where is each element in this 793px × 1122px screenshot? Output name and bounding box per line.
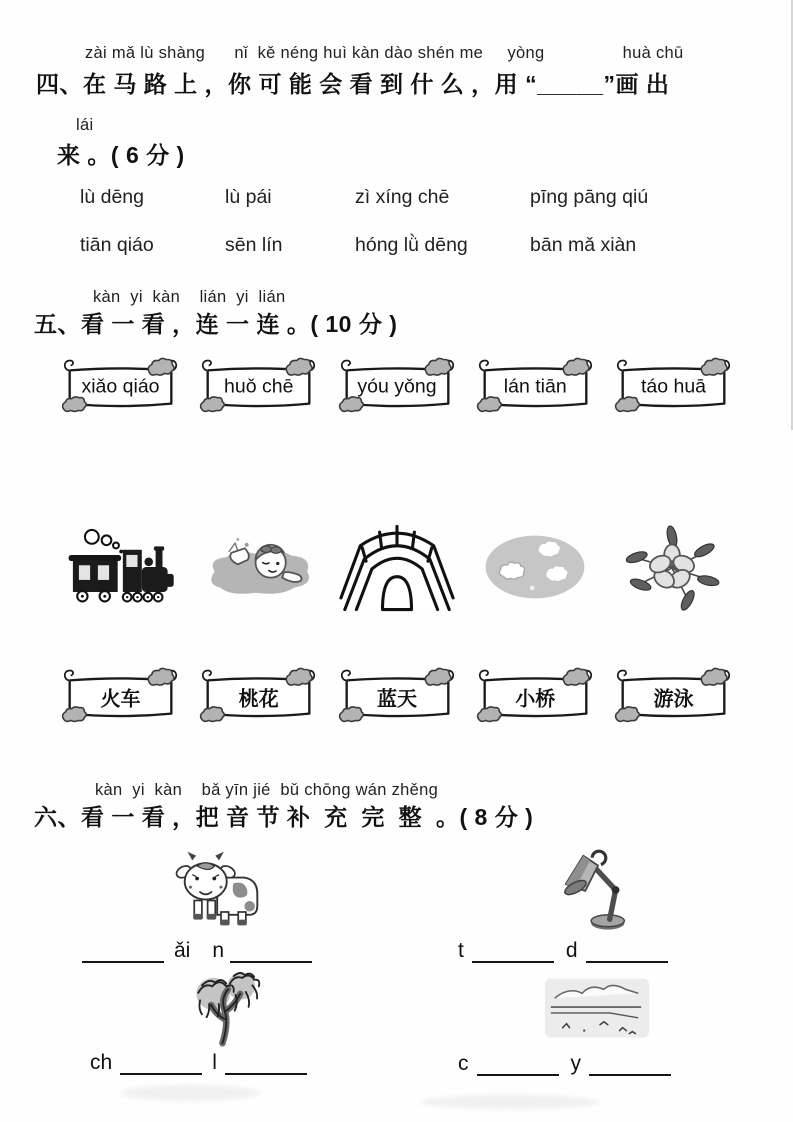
- banner-hanzi-label: 火车: [100, 688, 141, 711]
- syllable-fragment: t: [458, 939, 464, 962]
- scroll-banner: [194, 664, 323, 730]
- q6-answer-line: [458, 939, 736, 963]
- banner-hanzi-label: 游泳: [653, 688, 694, 711]
- banner-pinyin-label: xiǎo qiáo: [81, 375, 160, 398]
- banner-hanzi-label: 桃花: [238, 688, 279, 711]
- scroll-banner: [333, 354, 462, 420]
- answer-blank: [82, 939, 164, 963]
- word-bank-item: tiān qiáo: [80, 234, 154, 256]
- swimmer-illustration: [194, 527, 326, 607]
- scroll-banner: [471, 354, 600, 420]
- q4-pinyin-line2: lái: [76, 116, 94, 134]
- scroll-banner: [56, 664, 185, 730]
- banner-hanzi-label: 小桥: [515, 688, 556, 711]
- scroll-banner: [609, 664, 738, 730]
- sky-clouds-illustration: [469, 529, 601, 605]
- answer-blank: [120, 1051, 202, 1075]
- scan-smudge: [420, 1095, 600, 1109]
- scan-smudge: [120, 1085, 260, 1101]
- picture-row: [56, 494, 738, 639]
- train-illustration: [56, 522, 188, 612]
- q4-heading-continued: 来 。( 6 分 ): [57, 142, 185, 168]
- q6-answer-line: [90, 1051, 368, 1075]
- answer-blank: [472, 939, 554, 963]
- q6-answer-line: [458, 1052, 736, 1076]
- answer-blank: [586, 939, 668, 963]
- banner-hanzi-label: 蓝天: [377, 688, 417, 711]
- scroll-banner: [194, 354, 323, 420]
- banner-pinyin-label: yóu yǒng: [357, 375, 437, 398]
- answer-blank: [230, 939, 312, 963]
- pinyin-banner-row: [56, 354, 738, 420]
- q6-item-willow: [90, 963, 368, 1075]
- word-bank-item: lù dēng: [80, 186, 144, 208]
- answer-blank: [477, 1052, 559, 1076]
- grassland-illustration: [458, 972, 736, 1044]
- scroll-banner: [609, 354, 738, 420]
- banner-pinyin-label: lán tiān: [503, 375, 567, 398]
- syllable-fragment: n: [212, 939, 225, 962]
- scroll-banner: [471, 664, 600, 730]
- word-bank: [80, 186, 730, 257]
- q4-pinyin-line1: zài mǎ lù shàng nǐ kě néng huì kàn dào shén me yòng huà chū: [85, 44, 684, 62]
- willow-tree-illustration: [90, 963, 368, 1047]
- desk-lamp-illustration: [458, 843, 736, 933]
- q4-heading: 四、在 马 路 上 ，你 可 能 会 看 到 什 么 ，用 “_____”画 出: [36, 71, 670, 97]
- syllable-fragment: l: [212, 1051, 217, 1074]
- q6-heading: 六、看 一 看 ，把 音 节 补 充 完 整 。( 8 分 ): [34, 804, 534, 830]
- syllable-fragment: c: [458, 1052, 469, 1075]
- word-bank-item: lù pái: [225, 186, 272, 208]
- syllable-fragment: d: [565, 939, 578, 962]
- cow-illustration: [82, 845, 360, 933]
- word-bank-item: pīng pāng qiú: [530, 186, 649, 208]
- syllable-fragment: ch: [90, 1051, 113, 1074]
- peach-blossom-illustration: [606, 522, 738, 612]
- q6-item-cow: [82, 845, 360, 963]
- answer-blank: [589, 1052, 671, 1076]
- bridge-illustration: [331, 516, 463, 618]
- q6-answer-line: [82, 939, 360, 963]
- q6-pinyin: kàn yi kàn bǎ yīn jié bǔ chōng wán zhěng: [95, 781, 439, 799]
- word-bank-item: bān mǎ xiàn: [530, 234, 637, 256]
- q5-heading: 五、看 一 看 ，连 一 连 。( 10 分 ): [34, 311, 398, 337]
- syllable-fragment: y: [570, 1052, 581, 1075]
- scroll-banner: [56, 354, 185, 420]
- q5-pinyin: kàn yi kàn lián yi lián: [93, 288, 286, 306]
- answer-blank: [225, 1051, 307, 1075]
- word-bank-item: zì xíng chē: [355, 186, 450, 208]
- word-bank-item: hóng lǜ dēng: [355, 234, 468, 256]
- q6-item-grassland: [458, 972, 736, 1076]
- banner-pinyin-label: huǒ chē: [224, 375, 294, 398]
- syllable-fragment: ǎi: [174, 939, 191, 962]
- hanzi-banner-row: [56, 664, 738, 730]
- q6-item-desk-lamp: [458, 843, 736, 963]
- word-bank-item: sēn lín: [225, 234, 283, 256]
- banner-pinyin-label: táo huā: [640, 375, 707, 398]
- scroll-banner: [333, 664, 462, 730]
